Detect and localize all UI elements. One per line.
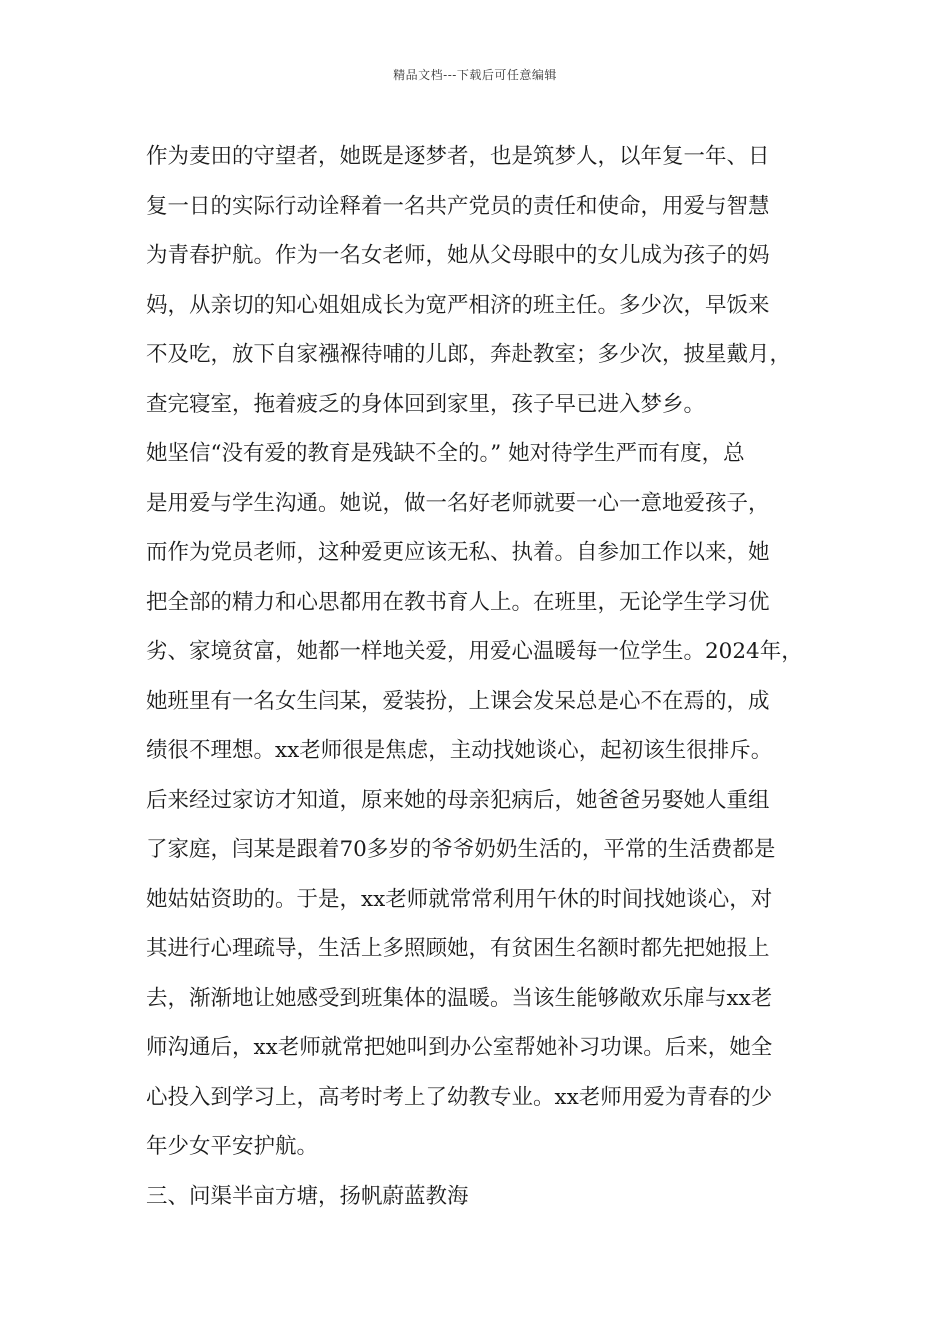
paragraph-line: 年少女平安护航。	[146, 1134, 319, 1159]
paragraph-line: 把全部的精力和心思都用在教书育人上。在班里，无论学生学习优	[146, 589, 770, 615]
paragraph-line: 不及吃，放下自家襁褓待哺的儿郎，奔赴教室；多少次，披星戴月，	[146, 342, 792, 367]
paragraph-line: 心投入到学习上，高考时考上了幼教专业。xx老师用爱为青春的少	[146, 1084, 773, 1110]
paragraph-line: 为青春护航。作为一名女老师，她从父母眼中的女儿成为孩子的妈	[146, 243, 770, 268]
paragraph-line: 她坚信“没有爱的教育是残缺不全的。” 她对待学生严而有度，总	[146, 441, 745, 466]
page-header: 精品文档---下载后可任意编辑	[393, 68, 557, 82]
paragraph-line: 而作为党员老师，这种爱更应该无私、执着。自参加工作以来，她	[146, 540, 770, 565]
paragraph-line: 是用爱与学生沟通。她说，做一名好老师就要一心一意地爱孩子，	[146, 490, 770, 516]
paragraph-line: 师沟通后，xx老师就常把她叫到办公室帮她补习功课。后来，她全	[146, 1035, 773, 1060]
paragraph-line: 绩很不理想。xx老师很是焦虑，主动找她谈心，起初该生很排斥。	[146, 738, 773, 763]
paragraph-line: 去，渐渐地让她感受到班集体的温暖。当该生能够敞欢乐扉与xx老	[146, 985, 773, 1011]
section-heading: 三、问渠半亩方塘，扬帆蔚蓝教海	[146, 1183, 469, 1209]
paragraph-line: 劣、家境贫富，她都一样地关爱，用爱心温暖每一位学生。2024年，	[146, 639, 803, 664]
paragraph-line: 复一日的实际行动诠释着一名共产党员的责任和使命，用爱与智慧	[146, 193, 770, 219]
paragraph-line: 查完寝室，拖着疲乏的身体回到家里，孩子早已进入梦乡。	[146, 391, 706, 417]
paragraph-line: 后来经过家访才知道，原来她的母亲犯病后，她爸爸另娶她人重组	[146, 787, 770, 813]
paragraph-line: 她班里有一名女生闫某，爱装扮，上课会发呆总是心不在焉的，成	[146, 688, 770, 714]
paragraph-line: 她姑姑资助的。于是，xx老师就常常利用午休的时间找她谈心，对	[146, 886, 773, 912]
paragraph-line: 作为麦田的守望者，她既是逐梦者，也是筑梦人，以年复一年、日	[146, 144, 770, 169]
paragraph-line: 其进行心理疏导，生活上多照顾她，有贫困生名额时都先把她报上	[146, 936, 770, 961]
document-body	[146, 132, 808, 1221]
paragraph-line: 妈，从亲切的知心姐姐成长为宽严相济的班主任。多少次，早饭来	[146, 292, 770, 318]
paragraph-line: 了家庭，闫某是跟着70多岁的爷爷奶奶生活的，平常的生活费都是	[146, 837, 776, 862]
